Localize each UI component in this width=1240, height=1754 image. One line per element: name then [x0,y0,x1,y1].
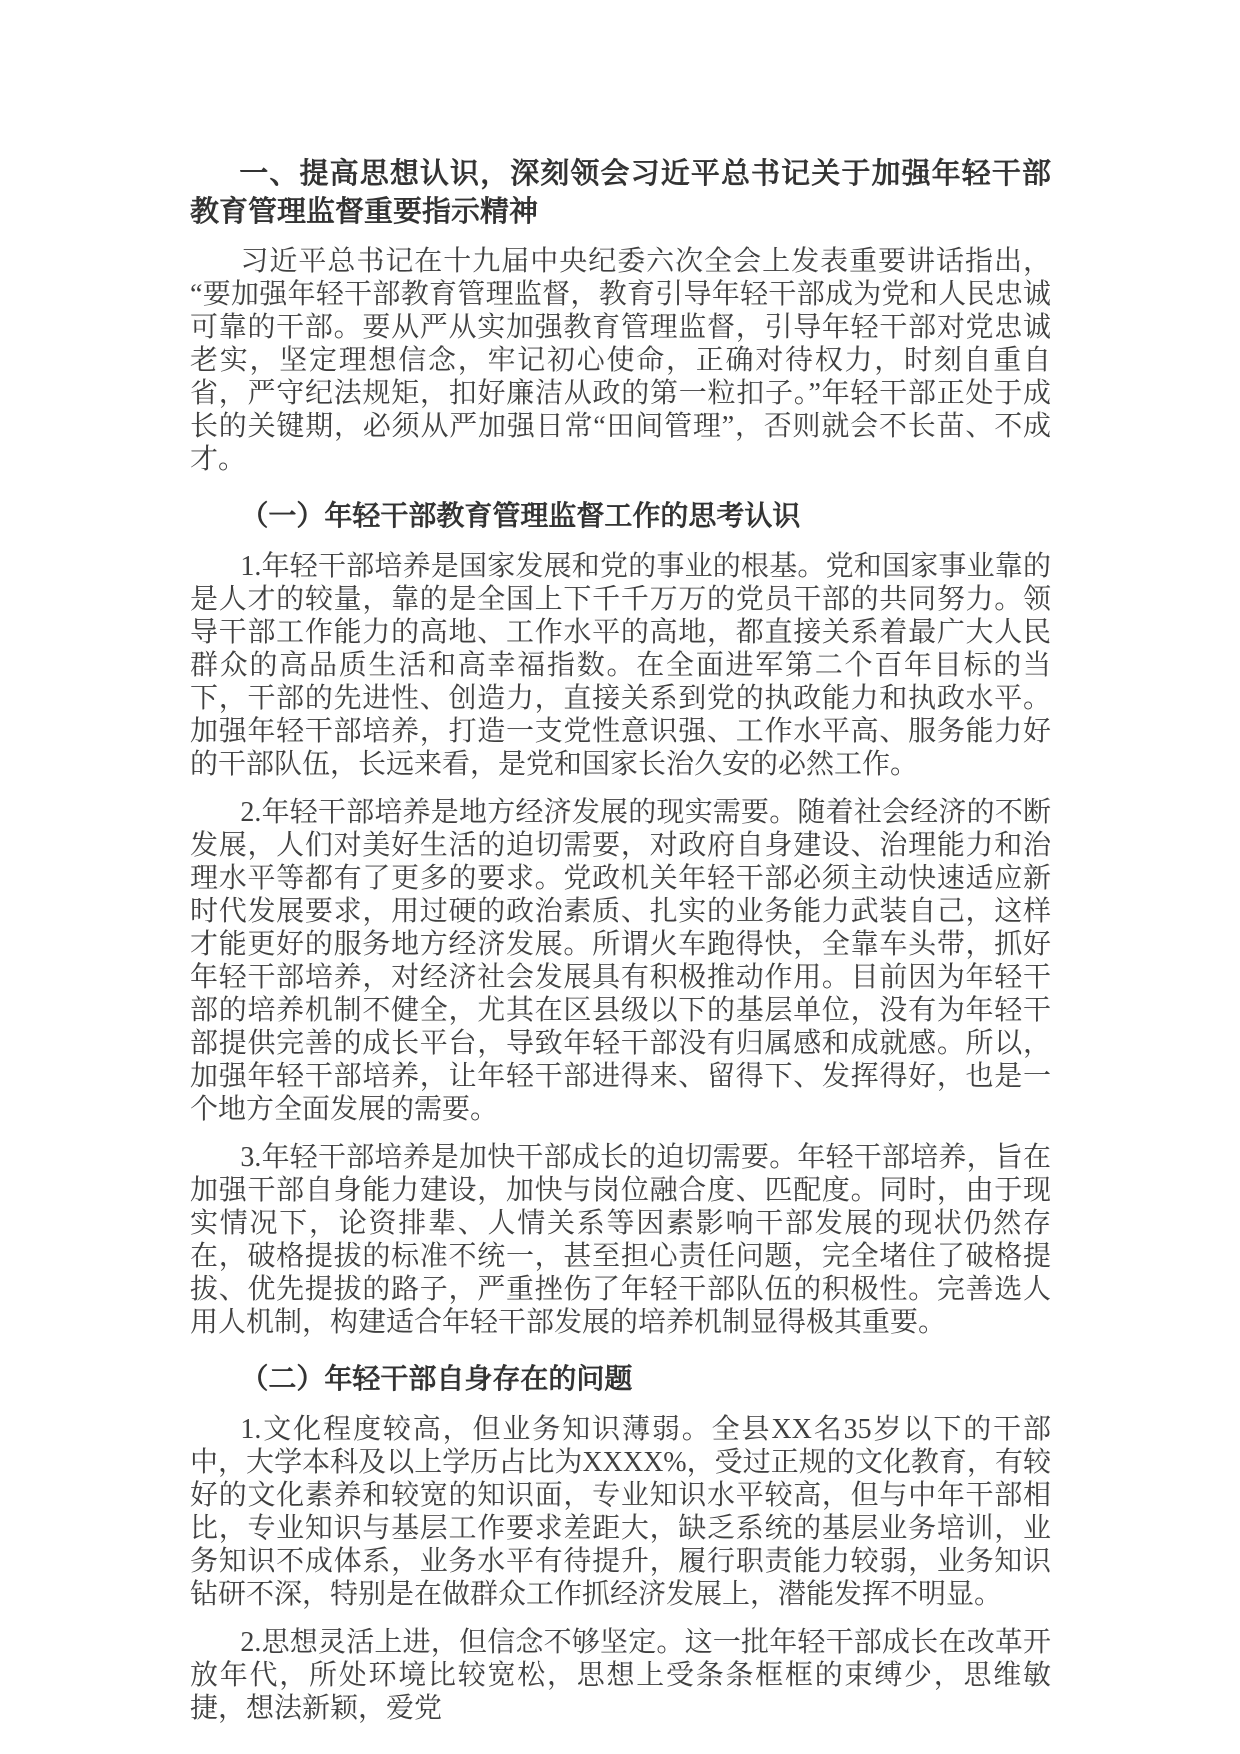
paragraph-intro: 习近平总书记在十九届中央纪委六次全会上发表重要讲话指出，“要加强年轻干部教育管理监督，教育引导年轻干部成为党和人民忠诚可靠的干部。要从严从实加强教育管理监督，引导年轻干部对党忠诚老实，坚定理想信念，牢记初心使命，正确对待权力，时刻自重自省，严守纪法规矩，扣好廉洁从政的第一粒扣子。”年轻干部正处于成长的关键期，必须从严加强日常“田间管理”，否则就会不长苗、不成才。 [190,246,1051,475]
subsection-heading-2: （二）年轻干部自身存在的问题 [240,1363,633,1394]
paragraph-point-2: 2.年轻干部培养是地方经济发展的现实需要。随着社会经济的不断发展，人们对美好生活的迫切需要，对政府自身建设、治理能力和治理水平等都有了更多的要求。党政机关年轻干部必须主动快速适应新时代发展要求，用过硬的政治素质、扎实的业务能力武装自己，这样才能更好的服务地方经济发展。所谓火车跑得快，全靠车头带，抓好年轻干部培养，对经济社会发展具有积极推动作用。目前因为年轻干部的培养机制不健全，尤其在区县级以下的基层单位，没有为年轻干部提供完善的成长平台，导致年轻干部没有归属感和成就感。所以，加强年轻干部培养，让年轻干部进得来、留得下、发挥得好，也是一个地方全面发展的需要。 [190,797,1051,1125]
paragraph-problem-2-truncated: 2.思想灵活上进，但信念不够坚定。这一批年轻干部成长在改革开放年代，所处环境比较宽松，思想上受条条框框的束缚少，思维敏捷，想法新颖，爱党 [190,1627,1051,1724]
paragraph-point-3: 3.年轻干部培养是加快干部成长的迫切需要。年轻干部培养，旨在加强干部自身能力建设，加快与岗位融合度、匹配度。同时，由于现实情况下，论资排辈、人情关系等因素影响干部发展的现状仍然存在，破格提拔的标准不统一，甚至担心责任问题，完全堵住了破格提拔、优先提拔的路子，严重挫伤了年轻干部队伍的积极性。完善选人用人机制，构建适合年轻干部发展的培养机制显得极其重要。 [190,1142,1051,1338]
subsection-heading-1: （一）年轻干部教育管理监督工作的思考认识 [240,500,801,531]
paragraph-point-1: 1.年轻干部培养是国家发展和党的事业的根基。党和国家事业靠的是人才的较量，靠的是全国上下千千万万的党员干部的共同努力。领导干部工作能力的高地、工作水平的高地，都直接关系着最广大人民群众的高品质生活和高幸福指数。在全面进军第二个百年目标的当下，干部的先进性、创造力，直接关系到党的执政能力和执政水平。加强年轻干部培养，打造一支党性意识强、工作水平高、服务能力好的干部队伍，长远来看，是党和国家长治久安的必然工作。 [190,551,1051,780]
paragraph-problem-1: 1.文化程度较高，但业务知识薄弱。全县XX名35岁以下的干部中，大学本科及以上学历占比为XXXX%，受过正规的文化教育，有较好的文化素养和较宽的知识面，专业知识水平较高，但与中年干部相比，专业知识与基层工作要求差距大，缺乏系统的基层业务培训，业务知识不成体系，业务水平有待提升，履行职责能力较弱，业务知识钻研不深，特别是在做群众工作抓经济发展上，潜能发挥不明显。 [190,1414,1051,1610]
section-heading-1: 一、提高思想认识，深刻领会习近平总书记关于加强年轻干部教育管理监督重要指示精神 [190,158,1051,228]
